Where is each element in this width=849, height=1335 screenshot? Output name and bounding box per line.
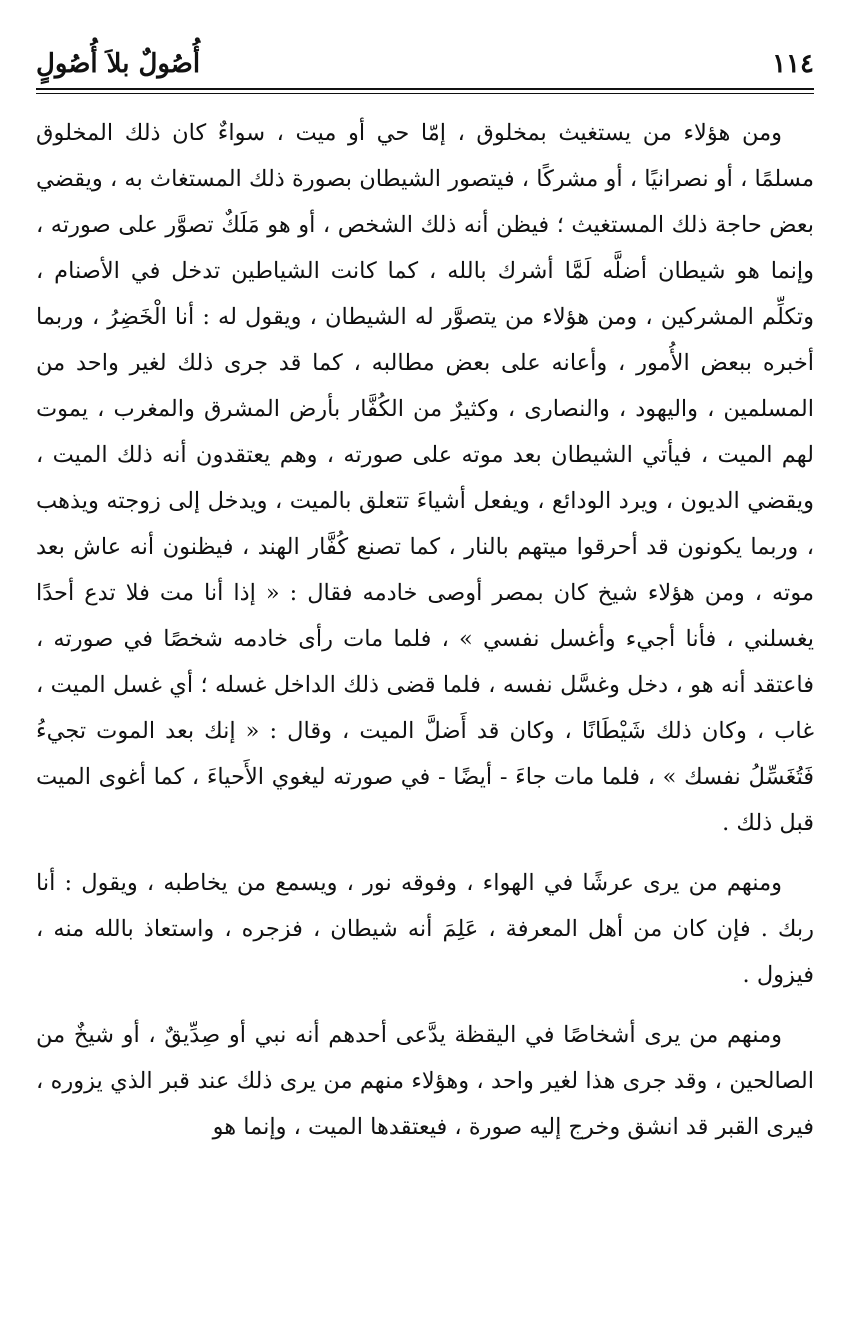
page-header bbox=[36, 42, 814, 86]
page-number: ١١٤ bbox=[772, 49, 814, 79]
running-title: أُصُولٌ بلاَ أُصُولٍ bbox=[36, 49, 201, 79]
paragraph: ومن هؤلاء من يستغيث بمخلوق ، إمّا حي أو ميت ، سواءٌ كان ذلك المخلوق مسلمًا ، أو نصرانيًا ، أو مشركًا ، فيتصور الشيطان بصورة ذلك المستغاث به ، ويقضي بعض حاجة ذلك المستغيث ؛ فيظن أنه ذلك الشخص ، أو هو مَلَكٌ تصوَّر على صورته ، وإنما هو شيطان أضلَّه لَمَّا أشرك بالله ، كما كانت الشياطين تدخل في الأصنام ، وتكلِّم المشركين ، ومن هؤلاء من يتصوَّر له الشيطان ، ويقول له : أنا الْخَضِرُ ، وربما أخبره ببعض الأُمور ، وأعانه على بعض مطالبه ، كما قد جرى ذلك لغير واحد من المسلمين ، واليهود ، والنصارى ، وكثيرٌ من الكُفَّار بأرض المشرق والمغرب ، يموت لهم الميت ، فيأتي الشيطان بعد موته على صورته ، وهم يعتقدون أنه ذلك الميت ، ويقضي الديون ، ويرد الودائع ، ويفعل أشياءَ تتعلق بالميت ، ويدخل إلى زوجته ويذهب ، وربما يكونون قد أحرقوا ميتهم بالنار ، كما تصنع كُفَّار الهند ، فيظنون أنه عاش بعد موته ، ومن هؤلاء شيخ كان بمصر أوصى خادمه فقال : « إذا أنا مت فلا تدع أحدًا يغسلني ، فأنا أجيء وأغسل نفسي » ، فلما مات رأى خادمه شخصًا في صورته ، فاعتقد أنه هو ، دخل وغسَّل نفسه ، فلما قضى ذلك الداخل غسله ؛ أي غسل الميت ، غاب ، وكان ذلك شَيْطَانًا ، وكان قد أَضلَّ الميت ، وقال : « إنك بعد الموت تجيءُ فَتُغَسِّلُ نفسك » ، فلما مات جاءَ - أيضًا - في صورته ليغوي الأَحياءَ ، كما أغوى الميت قبل ذلك . bbox=[36, 120, 814, 836]
header-rule-thin bbox=[36, 93, 814, 94]
header-rule-thick bbox=[36, 88, 814, 90]
book-page bbox=[36, 0, 814, 1335]
paragraph: ومنهم من يرى أشخاصًا في اليقظة يدَّعى أحدهم أنه نبي أو صِدِّيقٌ ، أو شيخٌ من الصالحين ، وقد جرى هذا لغير واحد ، وهؤلاء منهم من يرى ذلك عند قبر الذي يزوره ، فيرى القبر قد انشق وخرج إليه صورة ، فيعتقدها الميت ، وإنما هو bbox=[36, 1022, 814, 1140]
paragraph: ومنهم من يرى عرشًا في الهواء ، وفوقه نور ، ويسمع من يخاطبه ، ويقول : أنا ربك . فإن كان من أهل المعرفة ، عَلِمَ أنه شيطان ، فزجره ، واستعاذ بالله منه ، فيزول . bbox=[36, 870, 814, 988]
body-text bbox=[36, 110, 814, 1150]
